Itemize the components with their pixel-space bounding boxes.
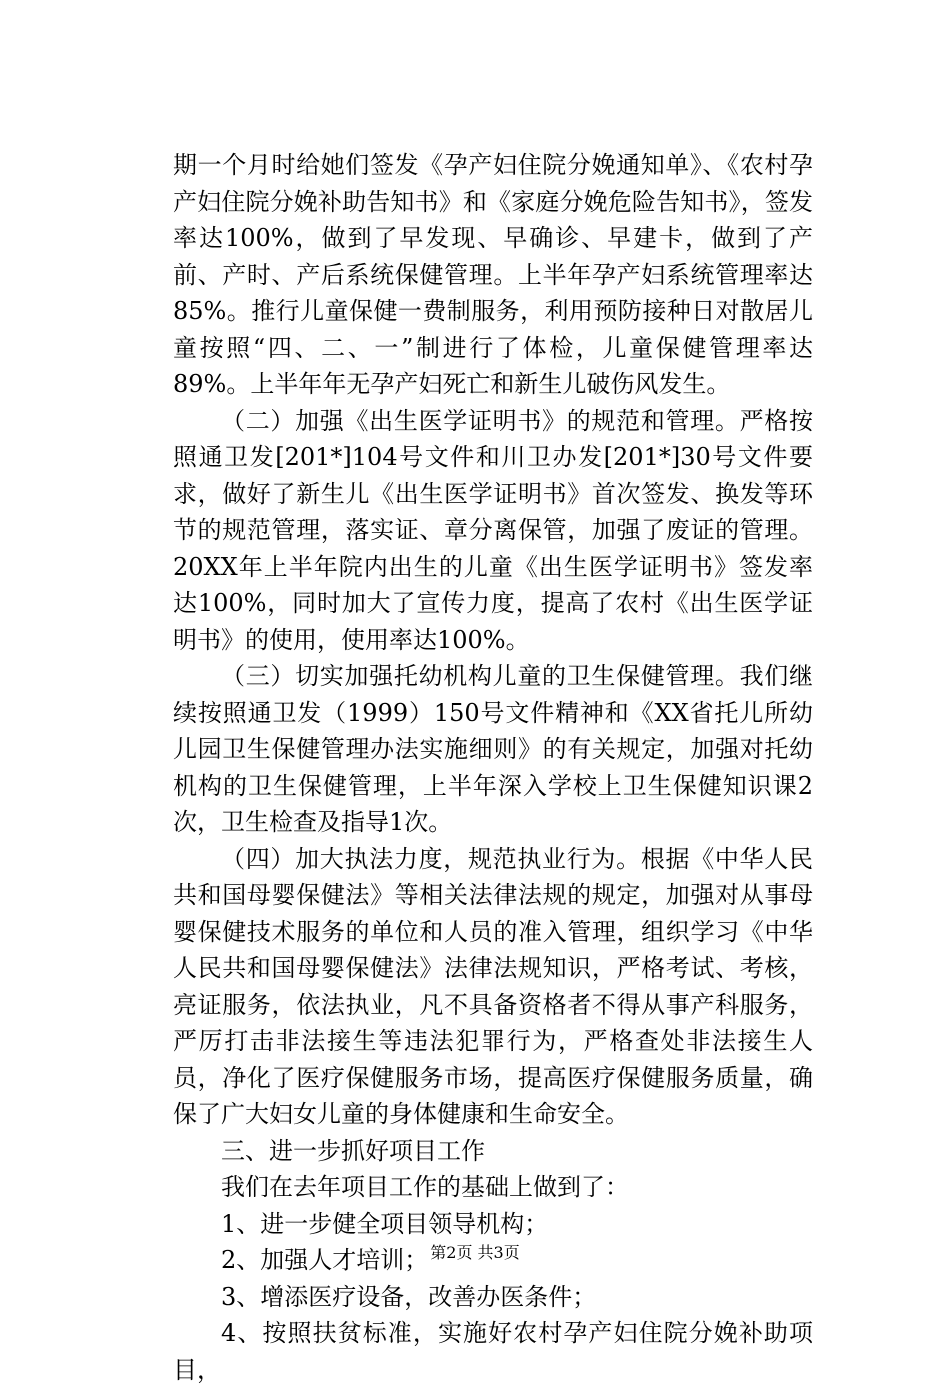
page-number-footer: 第2页 共3页 (430, 1243, 520, 1262)
section-heading-projects: 三、进一步抓好项目工作 (221, 1136, 485, 1165)
list-item: 1、进一步健全项目领导机构； (221, 1209, 549, 1238)
paragraph-birth-certificate: （二）加强《出生医学证明书》的规范和管理。严格按照通卫发[201*]104号文件和川卫办发[201*]30号文件要求，做好了新生儿《出生医学证明书》首次签发、换发等环节的规范管理，落实证、章分离保管，加强了废证的管理。20XX年上半年院内出生的儿童《出生医学证明书》签发率达100%，同时加大了宣传力度，提高了农村《出生医学证明书》的使用，使用率达100%。 (173, 406, 813, 654)
paragraph-childcare-health: （三）切实加强托幼机构儿童的卫生保健管理。我们继续按照通卫发（1999）150号文件精神和《XX省托儿所幼儿园卫生保健管理办法实施细则》的有关规定，加强对托幼机构的卫生保健管理，上半年深入学校上卫生保健知识课2次，卫生检查及指导1次。 (173, 662, 813, 836)
document-body (173, 147, 813, 1388)
list-item: 2、加强人才培训； (221, 1246, 429, 1274)
paragraph-law-enforcement: （四）加大执法力度，规范执业行为。根据《中华人民共和国母婴保健法》等相关法律法规的规定，加强对从事母婴保健技术服务的单位和人员的准入管理，组织学习《中华人民共和国母婴保健法》法律法规知识，严格考试、考核，亮证服务，依法执业，凡不具备资格者不得从事产科服务，严厉打击非法接生等违法犯罪行为，严格查处非法接生人员，净化了医疗保健服务市场，提高医疗保健服务质量，确保了广大妇女儿童的身体健康和生命安全。 (173, 844, 813, 1128)
paragraph-continuation: 期一个月时给她们签发《孕产妇住院分娩通知单》、《农村孕产妇住院分娩补助告知书》和《家庭分娩危险告知书》，签发率达100%，做到了早发现、早确诊、早建卡，做到了产前、产时、产后系统保健管理。上半年孕产妇系统管理率达85%。推行儿童保健一费制服务，利用预防接种日对散居儿童按照“四、二、一”制进行了体检，儿童保健管理率达89%。上半年年无孕产妇死亡和新生儿破伤风发生。 (173, 151, 813, 398)
list-item: 4、按照扶贫标准，实施好农村孕产妇住院分娩补助项目， (173, 1319, 813, 1384)
paragraph-project-intro: 我们在去年项目工作的基础上做到了： (221, 1173, 629, 1201)
list-item: 3、增添医疗设备，改善办医条件； (221, 1282, 597, 1311)
